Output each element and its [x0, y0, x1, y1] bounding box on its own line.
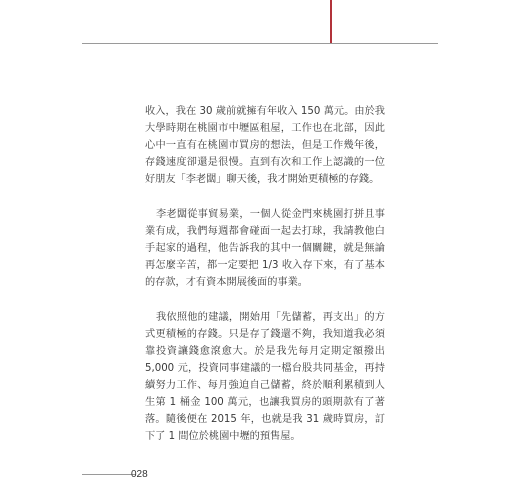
- paragraph-3: 我依照他的建議，開始用「先儲蓄，再支出」的方式更積極的存錢。只是存了錢還不夠，我知道我必須靠投資讓錢愈滾愈大。於是我先每月定期定額撥出 5,000 元，投資同事建議的一檔台股共同基金，再持續努力工作、每月強迫自己儲蓄，終於順利累積到人生第 1 桶金 100 萬元，也讓我買房的頭期款有了著落。隨後便在 2015 年，也就是我 31 歲時買房，訂下了 1 間位於桃園中壢的預售屋。: [145, 312, 385, 442]
- header-rule: [82, 43, 438, 44]
- body-text: [145, 103, 385, 463]
- footer-rule: [82, 474, 136, 475]
- page-number: 028: [131, 469, 148, 480]
- paragraph-1: 收入，我在 30 歲前就擁有年收入 150 萬元。由於我大學時期在桃園市中壢區租屋，工作也在北部，因此心中一直有在桃園市買房的想法，但是工作幾年後，存錢速度卻還是很慢。直到有次和工作上認識的一位好朋友「李老闆」聊天後，我才開始更積極的存錢。: [145, 106, 385, 185]
- paragraph-2: 李老闆從事貿易業，一個人從金門來桃園打拼且事業有成，我們每週都會碰面一起去打球，我請教他白手起家的過程，他告訴我的其中一個關鍵，就是無論再怎麼辛苦，都一定要把 1/3 收入存下來，有了基本的存款，才有資本開展後面的事業。: [145, 209, 385, 288]
- header-accent-line: [330, 0, 332, 44]
